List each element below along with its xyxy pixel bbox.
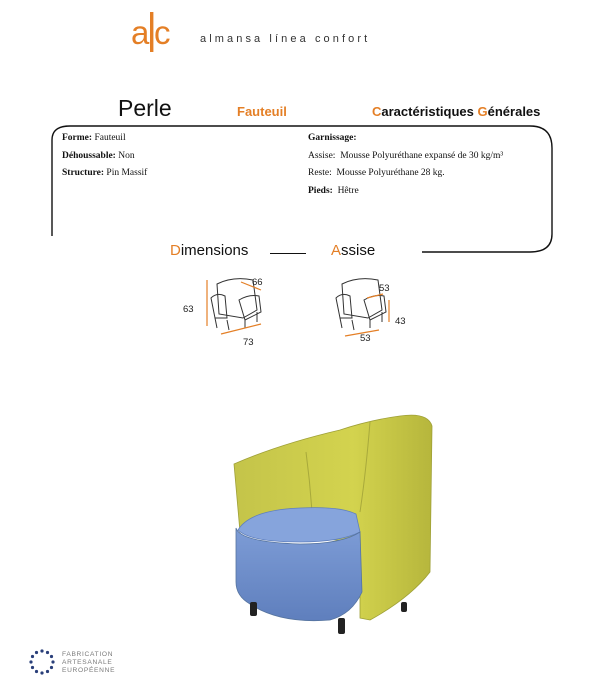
spec-garnissage-label: Garnissage: [308,133,357,143]
product-name: Perle [118,95,172,121]
svg-text:a: a [131,14,148,51]
spec-dehoussable-value: Non [118,151,135,161]
spec-assise-value: Mousse Polyuréthane expansé de 30 kg/m³ [340,151,504,161]
chair-depth-value: 66 [252,277,263,288]
spec-forme-value: Fauteuil [94,133,126,143]
brand-logo [130,10,178,54]
heading-initial-g: G [477,104,488,119]
spec-assise-label: Assise: [308,151,336,161]
heading-initial-c: C [372,104,382,119]
eu-stars-icon [28,648,56,676]
product-category: Fauteuil [237,104,287,119]
characteristics-heading [372,104,540,119]
spec-reste-label: Reste: [308,168,332,178]
badge-line-3: EUROPÉENNE [62,667,116,674]
spec-reste-value: Mousse Polyuréthane 28 kg. [336,168,445,178]
heading-part-2: énérales [487,104,541,119]
spec-garnissage [308,133,357,143]
spec-pieds [308,186,359,196]
heading-part-1: aractéristiques [381,104,478,119]
spec-reste [308,168,445,178]
chair-width-value: 73 [243,337,254,348]
dimensions-title [170,242,248,259]
seat-title-rest: ssise [341,242,376,259]
title-separator [270,253,306,254]
spec-forme-label: Forme: [62,133,93,143]
spec-pieds-value: Hêtre [337,186,359,196]
seat-depth-value: 53 [379,283,390,294]
seat-title [331,242,375,259]
seat-width-value: 53 [360,333,371,344]
spec-structure [62,168,147,178]
brand-tagline: almansa línea confort [200,33,371,45]
spec-assise [308,151,503,161]
spec-dehoussable-label: Déhoussable: [62,151,116,161]
badge-line-1: FABRICATION [62,651,114,658]
spec-pieds-label: Pieds: [308,186,333,196]
spec-forme [62,133,126,143]
dimensions-title-initial: D [170,242,181,259]
dimension-diagrams [195,270,405,350]
badge-line-2: ARTESANALE [62,659,113,666]
chair-height-value: 63 [183,304,194,315]
spec-dehoussable [62,151,135,161]
spec-structure-label: Structure: [62,168,105,178]
dimensions-title-rest: imensions [180,242,249,259]
seat-height-value: 43 [395,316,406,327]
fabrication-badge-text [62,651,115,675]
product-photo [220,392,455,637]
spec-structure-value: Pin Massif [106,168,148,178]
svg-text:c: c [154,14,171,51]
seat-title-initial: A [331,242,342,259]
